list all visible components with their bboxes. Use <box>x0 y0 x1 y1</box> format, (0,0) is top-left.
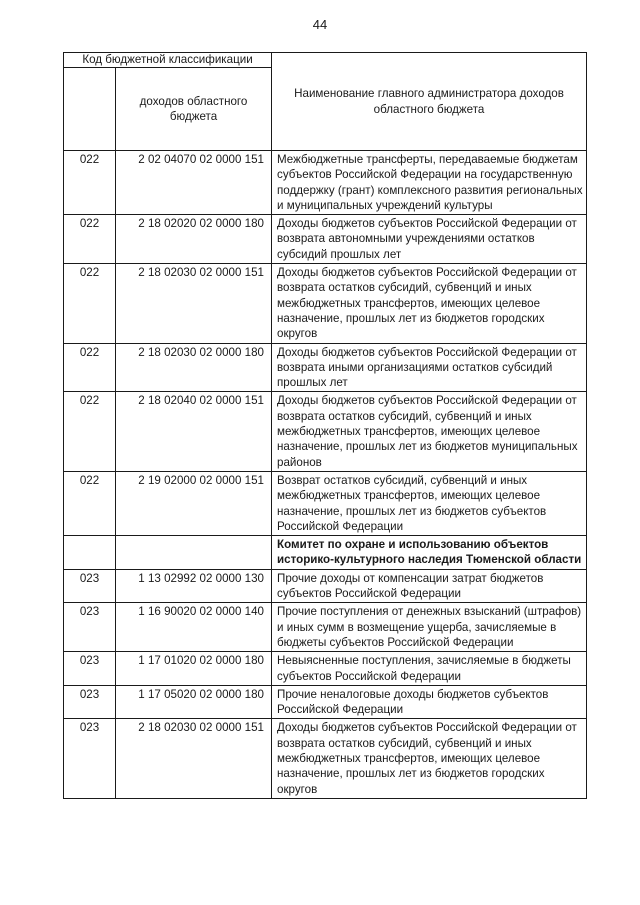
header-budget-classification: Код бюджетной классификации <box>64 53 272 68</box>
admin-code-cell: 023 <box>64 603 116 652</box>
income-code-cell: 2 18 02020 02 0000 180 <box>116 215 272 264</box>
income-name-cell: Возврат остатков субсидий, субвенций и иных межбюджетных трансфертов, имеющих целевое назначение, прошлых лет из бюджетов субъектов Российской Федерации <box>272 471 587 535</box>
table-row <box>64 603 587 652</box>
income-code-cell: 2 19 02000 02 0000 151 <box>116 471 272 535</box>
admin-code-cell: 022 <box>64 471 116 535</box>
income-name-cell: Доходы бюджетов субъектов Российской Федерации от возврата остатков субсидий, субвенций и иных межбюджетных трансфертов, имеющих целевое назначение, прошлых лет из бюджетов городских округов <box>272 719 587 798</box>
admin-code-cell: 023 <box>64 569 116 603</box>
table-row <box>64 151 587 215</box>
table-row <box>64 471 587 535</box>
income-code-cell: 1 13 02992 02 0000 130 <box>116 569 272 603</box>
header-income-code: доходов областного бюджета <box>116 68 272 151</box>
table-row <box>64 569 587 603</box>
admin-code-cell: 022 <box>64 151 116 215</box>
income-code-cell: 1 17 05020 02 0000 180 <box>116 685 272 719</box>
income-code-cell: 2 02 04070 02 0000 151 <box>116 151 272 215</box>
budget-classification-table <box>63 52 587 799</box>
admin-code-cell: 023 <box>64 652 116 686</box>
income-code-cell: 1 16 90020 02 0000 140 <box>116 603 272 652</box>
income-name-cell: Прочие доходы от компенсации затрат бюджетов субъектов Российской Федерации <box>272 569 587 603</box>
table-row <box>64 215 587 264</box>
income-name-cell: Межбюджетные трансферты, передаваемые бюджетам субъектов Российской Федерации на государственную поддержку (грант) комплексного развития региональных и муниципальных учреждений культуры <box>272 151 587 215</box>
table-row <box>64 264 587 343</box>
header-administrator-code <box>64 68 116 151</box>
income-name-cell: Доходы бюджетов субъектов Российской Федерации от возврата остатков субсидий, субвенций и иных межбюджетных трансфертов, имеющих целевое назначение, прошлых лет из бюджетов городских округов <box>272 264 587 343</box>
table-row <box>64 392 587 471</box>
income-code-cell: 2 18 02030 02 0000 180 <box>116 343 272 392</box>
table-row <box>64 719 587 798</box>
admin-code-cell: 022 <box>64 264 116 343</box>
admin-code-cell: 022 <box>64 343 116 392</box>
table-row <box>64 685 587 719</box>
admin-code-cell: 022 <box>64 215 116 264</box>
admin-code-cell: 023 <box>64 719 116 798</box>
admin-code-cell: 022 <box>64 392 116 471</box>
income-name-cell: Доходы бюджетов субъектов Российской Федерации от возврата остатков субсидий, субвенций и иных межбюджетных трансфертов, имеющих целевое назначение, прошлых лет из бюджетов муниципальных районов <box>272 392 587 471</box>
income-code-cell: 2 18 02040 02 0000 151 <box>116 392 272 471</box>
income-name-cell: Доходы бюджетов субъектов Российской Федерации от возврата автономными учреждениями остатков субсидий прошлых лет <box>272 215 587 264</box>
income-name-cell: Прочие неналоговые доходы бюджетов субъектов Российской Федерации <box>272 685 587 719</box>
income-name-cell: Прочие поступления от денежных взысканий (штрафов) и иных сумм в возмещение ущерба, зачисляемые в бюджеты субъектов Российской Федерации <box>272 603 587 652</box>
admin-code-cell <box>64 536 116 570</box>
table-row <box>64 343 587 392</box>
income-code-cell <box>116 536 272 570</box>
income-name-cell: Невыясненные поступления, зачисляемые в бюджеты субъектов Российской Федерации <box>272 652 587 686</box>
admin-code-cell: 023 <box>64 685 116 719</box>
income-code-cell: 1 17 01020 02 0000 180 <box>116 652 272 686</box>
section-row <box>64 536 587 570</box>
income-code-cell: 2 18 02030 02 0000 151 <box>116 719 272 798</box>
header-administrator-name: Наименование главного администратора доходов областного бюджета <box>272 53 587 151</box>
income-name-cell: Доходы бюджетов субъектов Российской Федерации от возврата иными организациями остатков субсидий прошлых лет <box>272 343 587 392</box>
table-row <box>64 652 587 686</box>
page-number: 44 <box>312 17 328 32</box>
section-title: Комитет по охране и использованию объектов историко-культурного наследия Тюменской области <box>272 536 587 570</box>
income-code-cell: 2 18 02030 02 0000 151 <box>116 264 272 343</box>
